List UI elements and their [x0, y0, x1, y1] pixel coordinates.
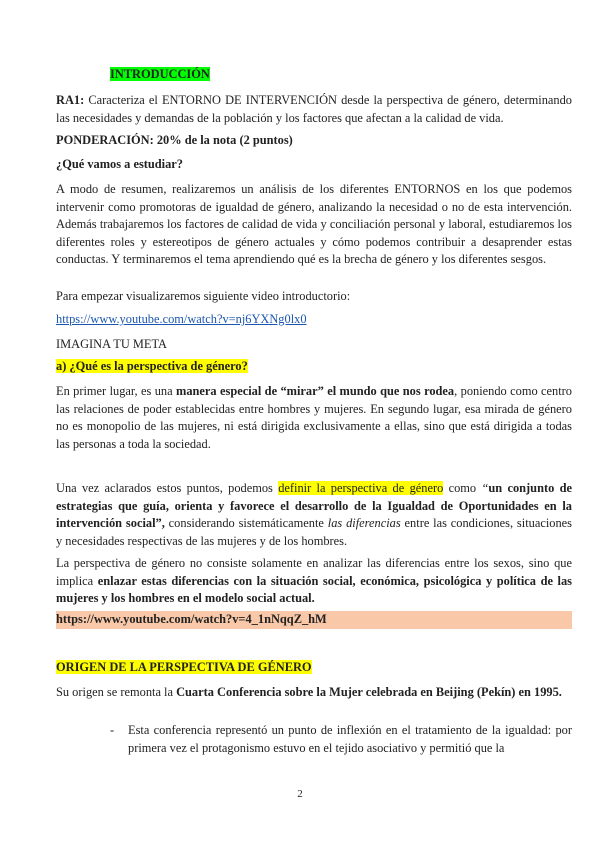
- video-link-1[interactable]: https://www.youtube.com/watch?v=nj6YXNg0lx0: [56, 312, 307, 326]
- intro-heading: INTRODUCCIÓN: [110, 67, 210, 81]
- section-a-heading: a) ¿Qué es la perspectiva de género?: [56, 359, 248, 373]
- definir-paragraph: Una vez aclarados estos puntos, podemos definir la perspectiva de género como “un conjunto de estrategias que guía, orienta y favorece el desarrollo de la Igualdad de Oportunidades en la intervención social”, considerando sistemáticamente las diferencias entre las condiciones, situaciones y necesidades respectivas de las mujeres y de los hombres.: [56, 481, 572, 548]
- bullet-dash: -: [110, 723, 115, 737]
- video-link-2-bar[interactable]: [56, 611, 572, 629]
- video-link-2[interactable]: https://www.youtube.com/watch?v=4_1nNqqZ_hM: [56, 612, 327, 626]
- page-number: 2: [297, 788, 303, 800]
- consiste-paragraph: La perspectiva de género no consiste solamente en analizar las diferencias entre los sexos, sino que implica enlazar estas diferencias con la situación social, económica, psicológica y política de las mujeres y los hombres en el modelo social actual.: [56, 556, 572, 606]
- origen-paragraph: Su origen se remonta la Cuarta Conferencia sobre la Mujer celebrada en Beijing (Pekín) en 1995.: [56, 685, 562, 699]
- para-empezar: Para empezar visualizaremos siguiente video introductorio:: [56, 289, 351, 303]
- primer-lugar-paragraph: En primer lugar, es una manera especial de “mirar” el mundo que nos rodea, poniendo como centro las relaciones de poder establecidas entre hombres y mujeres. En segundo lugar, esa mirada de género no es monopolio de las mujeres, ni está dirigida exclusivamente a ellas, sino que está dirigida a todas las personas a toda la sociedad.: [56, 384, 573, 451]
- ra1-text: Caracteriza el ENTORNO DE INTERVENCIÓN desde la perspectiva de género, determinando las necesidades y demandas de la población y los factores que afectan a la calidad de vida.: [56, 93, 572, 125]
- imagina-tu-meta: IMAGINA TU META: [56, 337, 167, 351]
- ra1-label: RA1:: [56, 93, 85, 107]
- ponderacion: PONDERACIÓN: 20% de la nota (2 puntos): [56, 133, 293, 147]
- que-vamos-heading: ¿Qué vamos a estudiar?: [56, 157, 184, 171]
- resumen-paragraph: A modo de resumen, realizaremos un análisis de los diferentes ENTORNOS en los que podemos intervenir como promotoras de igualdad de género, analizando la necesidad o no de esta intervención. Además trabajaremos los factores de calidad de vida y conciliación personal y laboral, estudiaremos los diferentes roles y estereotipos de género actuales y cómo podemos contribuir a desaprender estas conductas. Y terminaremos el tema aprendiendo qué es la brecha de género y los diferentes sesgos.: [56, 182, 572, 267]
- ra1-paragraph: [56, 92, 572, 127]
- bullet-text: Esta conferencia representó un punto de inflexión en el tratamiento de la igualdad: por primera vez el protagonismo estuvo en el tejido asociativo y permitió que la: [128, 723, 572, 755]
- origen-heading: ORIGEN DE LA PERSPECTIVA DE GÉNERO: [56, 660, 312, 674]
